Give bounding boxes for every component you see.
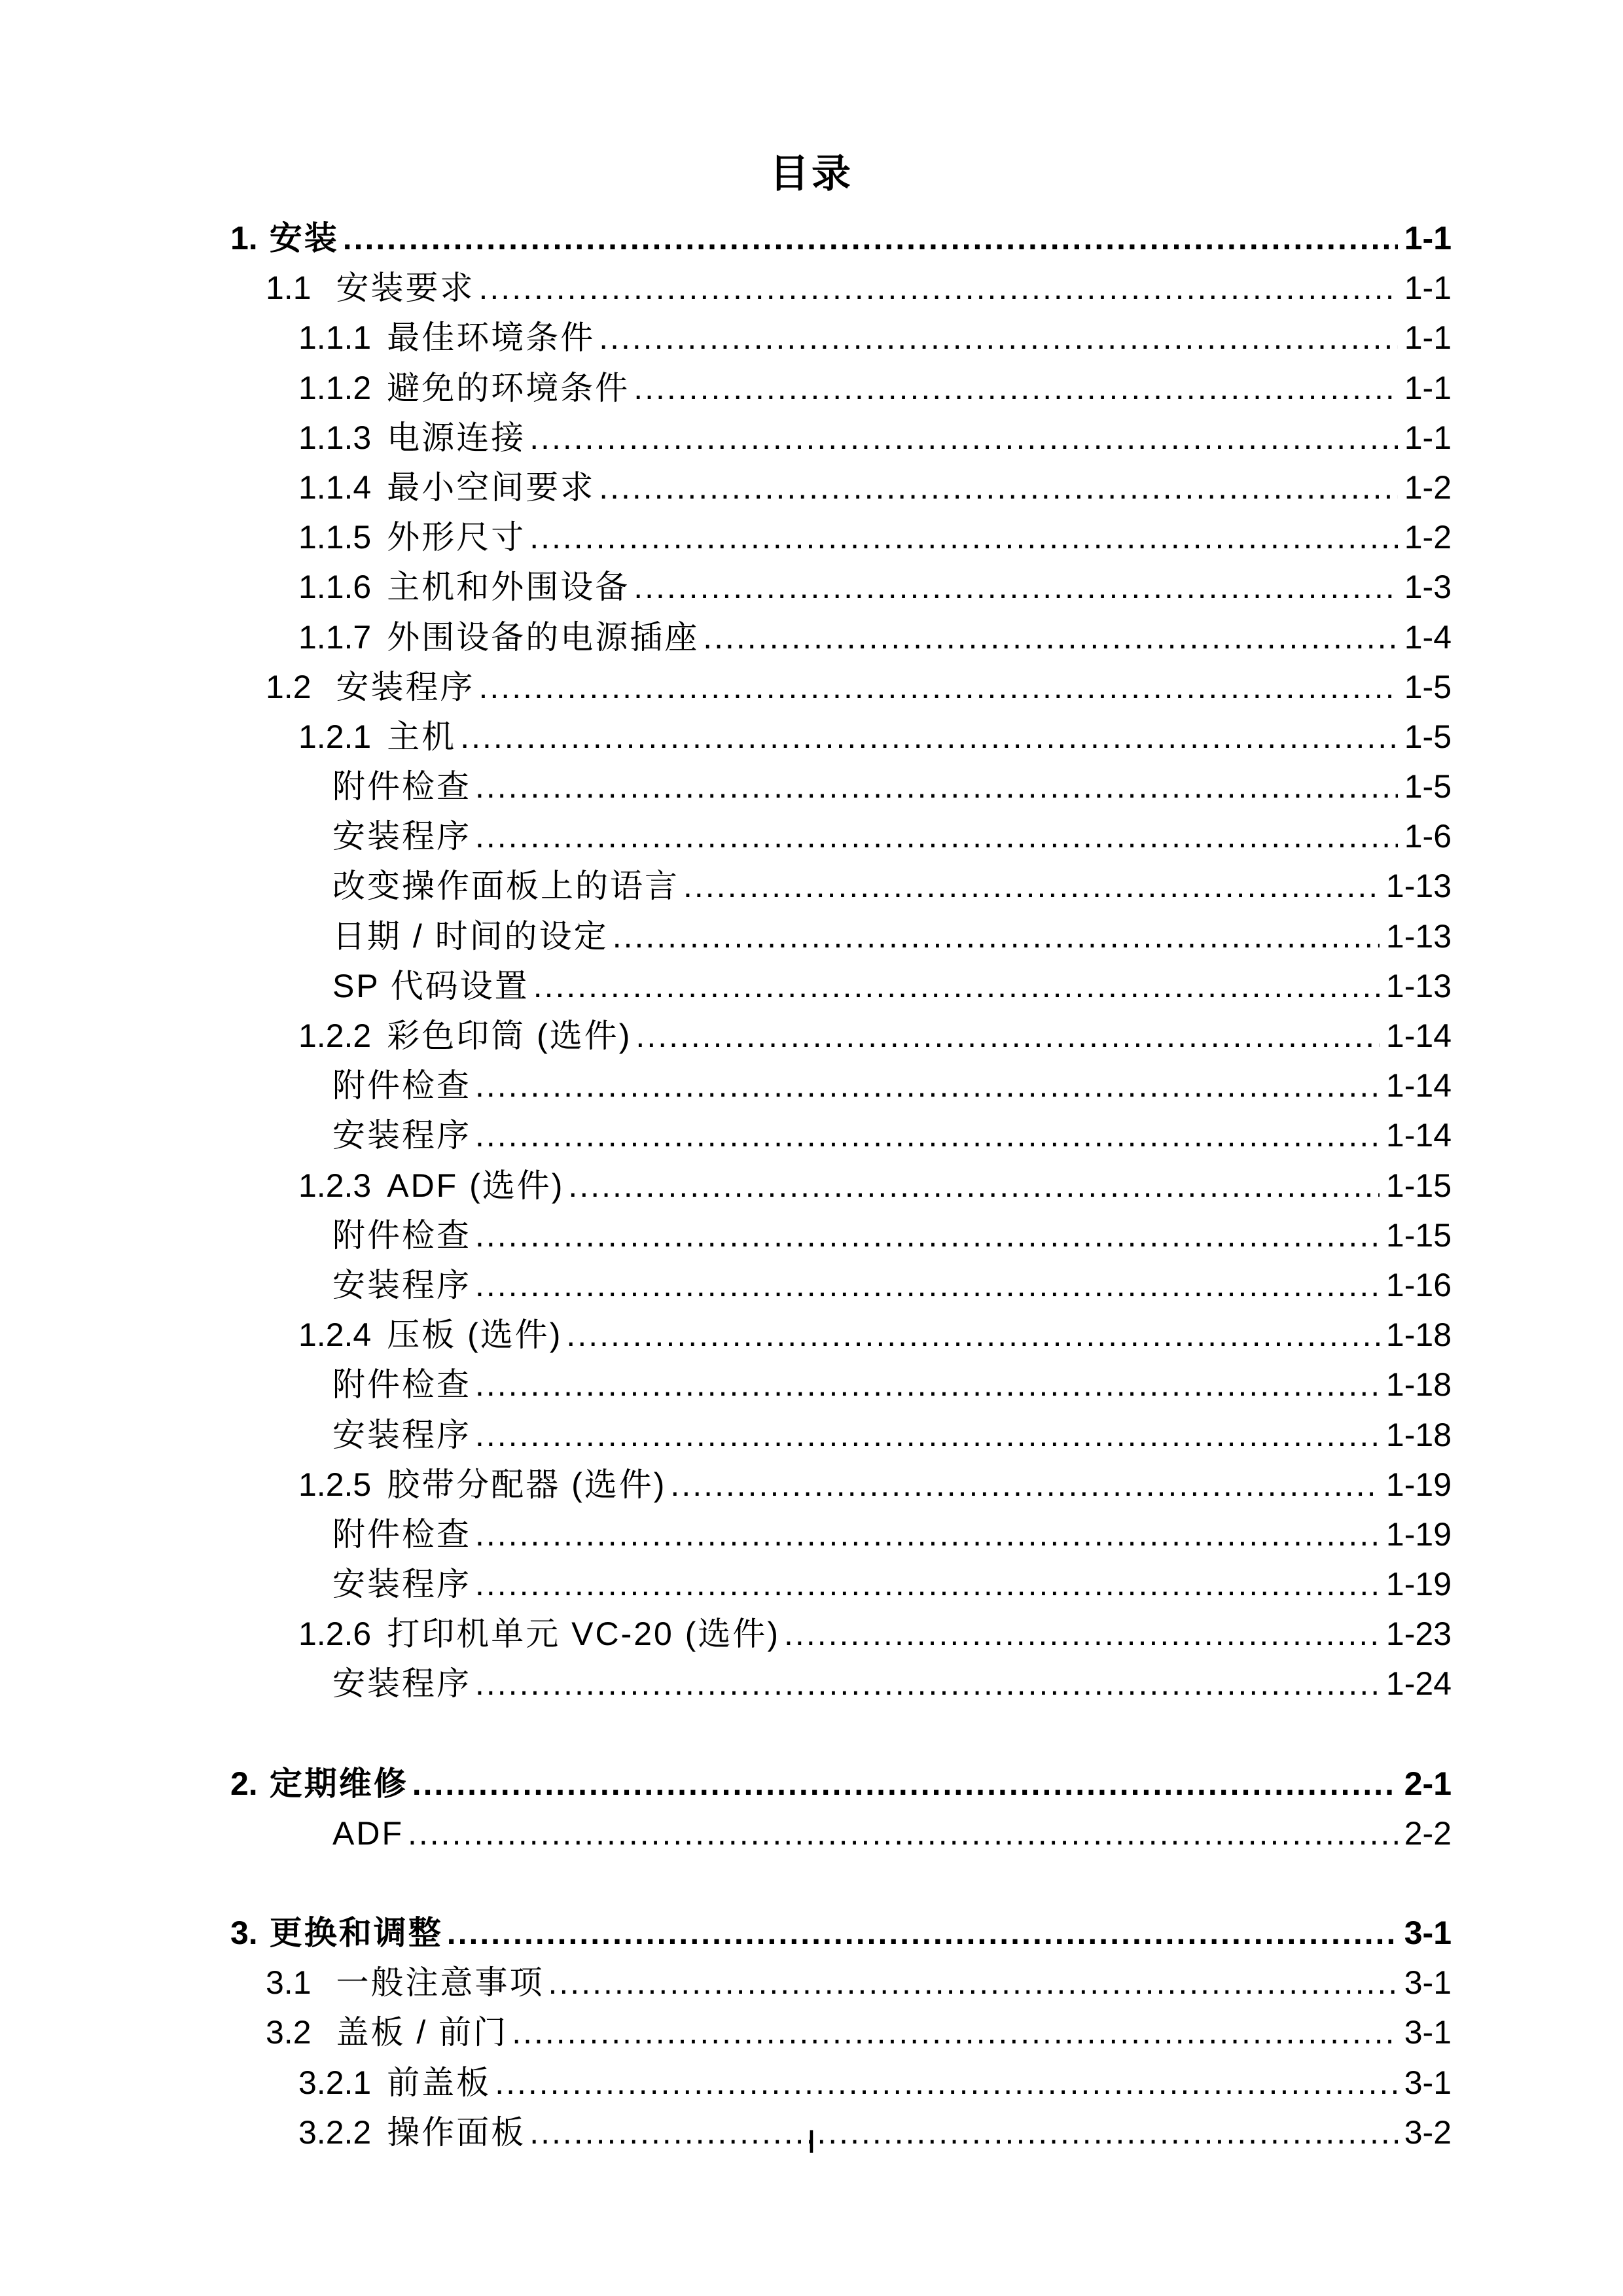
dot-leader (548, 1958, 1398, 2007)
page-title: 目录 (770, 152, 853, 196)
toc-entry-title: 安装程序 (332, 1665, 471, 1703)
toc-entry-title: 主机和外围设备 (387, 569, 630, 606)
toc-entry-page: 1-19 (1385, 1566, 1452, 1603)
toc-entry-page: 3-2 (1404, 2113, 1452, 2151)
toc-chapter-entry[interactable] (230, 1908, 1452, 1958)
toc-entry-page: 1-18 (1385, 1416, 1452, 1453)
toc-entry-number: 3.2.1 (298, 2064, 372, 2101)
toc-entry-page: 1-13 (1385, 917, 1452, 955)
toc-entry-title: 安装 (269, 220, 339, 256)
toc-entry-number: 2. (230, 1765, 258, 1802)
dot-leader (633, 363, 1398, 413)
toc-entry-title: 电源连接 (387, 419, 526, 456)
page-number: I (807, 2123, 816, 2160)
toc-entry-title: SP 代码设置 (332, 967, 529, 1004)
dot-leader (670, 1460, 1380, 1510)
dot-leader (529, 413, 1398, 463)
section-spacer (230, 1858, 1452, 1908)
dot-leader (475, 762, 1398, 811)
toc-entry-page: 1-3 (1404, 569, 1452, 606)
toc-entry-title: 附件检查 (332, 768, 471, 805)
toc-entry-page: 1-14 (1385, 1017, 1452, 1054)
toc-entry-page: 3-1 (1404, 2064, 1452, 2101)
toc-entry-title: 安装程序 (336, 668, 475, 705)
toc-entry-page: 1-24 (1385, 1665, 1452, 1703)
toc-entry-page: 1-14 (1385, 1067, 1452, 1104)
dot-leader (475, 811, 1398, 861)
toc-entry-page: 1-5 (1404, 668, 1452, 705)
toc-entry-page: 1-13 (1385, 967, 1452, 1004)
toc-entry-number: 1. (230, 220, 258, 256)
dot-leader (479, 263, 1398, 313)
toc-entry[interactable] (230, 562, 1452, 612)
dot-leader (479, 662, 1398, 712)
toc-entry-title: 一般注意事项 (336, 1964, 544, 2002)
dot-leader (613, 911, 1380, 961)
toc-entry-title: 安装程序 (332, 1566, 471, 1603)
toc-entry-title: 日期 / 时间的设定 (332, 917, 609, 955)
toc-entry-page: 1-13 (1385, 868, 1452, 905)
toc-entry-number: 1.2.5 (298, 1466, 372, 1503)
dot-leader (475, 1360, 1380, 1409)
toc-entry-title: 安装要求 (336, 270, 475, 307)
toc-entry-page: 1-1 (1404, 270, 1452, 307)
toc-entry[interactable] (230, 1609, 1452, 1659)
toc-entry-page: 1-1 (1404, 319, 1452, 357)
toc-entry-number: 1.2 (266, 668, 312, 705)
toc-entry[interactable] (230, 1061, 1452, 1110)
toc-entry[interactable] (230, 1809, 1452, 1858)
dot-leader (475, 1061, 1380, 1110)
toc-entry-page: 3-1 (1404, 1964, 1452, 2002)
toc-entry[interactable] (230, 662, 1452, 712)
dot-leader (599, 313, 1398, 362)
toc-entry-title: 盖板 / 前门 (336, 2014, 508, 2051)
toc-entry-title: 安装程序 (332, 1117, 471, 1154)
dot-leader (412, 1759, 1398, 1809)
toc-entry[interactable] (230, 363, 1452, 413)
toc-entry[interactable] (230, 313, 1452, 362)
toc-entry-title: 安装程序 (332, 818, 471, 855)
dot-leader (447, 1908, 1398, 1958)
toc-entry[interactable] (230, 1958, 1452, 2007)
toc-entry-number: 1.2.1 (298, 718, 372, 755)
toc-entry-number: 3. (230, 1915, 258, 1951)
dot-leader (599, 463, 1398, 512)
toc-entry-title: 最小空间要求 (387, 468, 596, 506)
toc-entry[interactable] (230, 712, 1452, 762)
toc-entry[interactable] (230, 1260, 1452, 1310)
toc-entry-number: 1.1.6 (298, 569, 372, 606)
toc-entry-page: 1-16 (1385, 1266, 1452, 1303)
toc-entry-page: 1-4 (1404, 618, 1452, 656)
toc-entry-page: 1-19 (1385, 1466, 1452, 1503)
toc-entry[interactable] (230, 512, 1452, 562)
toc-entry[interactable] (230, 1410, 1452, 1460)
dot-leader (683, 861, 1380, 911)
toc-entry-number: 1.2.2 (298, 1017, 372, 1054)
toc-entry[interactable] (230, 1559, 1452, 1609)
toc-entry-page: 1-5 (1404, 768, 1452, 805)
toc-entry-title: 附件检查 (332, 1366, 471, 1404)
toc-entry-page: 1-18 (1385, 1316, 1452, 1354)
toc-entry-page: 1-19 (1385, 1515, 1452, 1553)
toc-entry-title: ADF (选件) (387, 1167, 565, 1204)
toc-entry-page: 2-2 (1404, 1814, 1452, 1852)
toc-entry-title: 打印机单元 VC-20 (选件) (387, 1616, 781, 1653)
toc-entry-number: 1.1.7 (298, 618, 372, 656)
toc-entry-title: 胶带分配器 (选件) (387, 1466, 667, 1503)
dot-leader (460, 712, 1398, 762)
dot-leader (475, 1510, 1380, 1559)
toc-entry-page: 1-15 (1385, 1167, 1452, 1204)
toc-entry-title: 避免的环境条件 (387, 369, 630, 406)
toc-entry[interactable] (230, 1161, 1452, 1210)
dot-leader (475, 1659, 1380, 1708)
toc-entry[interactable] (230, 1510, 1452, 1559)
toc-entry[interactable] (230, 263, 1452, 313)
toc-entry-page: 1-5 (1404, 718, 1452, 755)
toc-entry[interactable] (230, 1210, 1452, 1260)
dot-leader (568, 1161, 1380, 1210)
toc-entry-number: 1.2.3 (298, 1167, 372, 1204)
dot-leader (703, 612, 1398, 662)
toc-entry-title: 操作面板 (387, 2113, 526, 2151)
toc-entry-title: 外围设备的电源插座 (387, 618, 700, 656)
dot-leader (784, 1609, 1380, 1659)
toc-entry-title: 前盖板 (387, 2064, 491, 2101)
toc-entry[interactable] (230, 2058, 1452, 2108)
section-spacer (230, 1709, 1452, 1759)
toc-entry[interactable] (230, 1310, 1452, 1360)
dot-leader (408, 1809, 1398, 1858)
dot-leader (475, 1260, 1380, 1310)
toc-entry-title: 定期维修 (269, 1765, 408, 1802)
dot-leader (343, 213, 1398, 263)
dot-leader (475, 1110, 1380, 1160)
toc-entry-number: 3.2.2 (298, 2113, 372, 2151)
toc-entry-number: 3.1 (266, 1964, 312, 2002)
toc-entry-title: 安装程序 (332, 1266, 471, 1303)
toc-entry-page: 1-6 (1404, 818, 1452, 855)
toc-entry-page: 1-18 (1385, 1366, 1452, 1404)
toc-entry-title: 附件检查 (332, 1067, 471, 1104)
toc-entry[interactable] (230, 1360, 1452, 1409)
toc-entry-number: 1.1.3 (298, 419, 372, 456)
toc-entry-title: 压板 (选件) (387, 1316, 563, 1354)
toc-entry-page: 1-15 (1385, 1216, 1452, 1254)
table-of-contents (230, 213, 1452, 2157)
toc-entry[interactable] (230, 2007, 1452, 2057)
toc-entry-title: 主机 (387, 718, 457, 755)
toc-entry-title: ADF (332, 1814, 404, 1852)
dot-leader (533, 961, 1380, 1011)
toc-entry-title: 附件检查 (332, 1216, 471, 1254)
toc-entry-title: 改变操作面板上的语言 (332, 868, 679, 905)
toc-entry-title: 附件检查 (332, 1515, 471, 1553)
toc-chapter-entry[interactable] (230, 213, 1452, 263)
toc-entry-page: 3-1 (1404, 2014, 1452, 2051)
toc-entry-page: 3-1 (1404, 1915, 1452, 1951)
dot-leader (475, 1410, 1380, 1460)
dot-leader (475, 1559, 1380, 1609)
toc-entry-page: 1-1 (1404, 369, 1452, 406)
toc-entry[interactable] (230, 961, 1452, 1011)
toc-entry[interactable] (230, 1659, 1452, 1708)
toc-entry-page: 1-14 (1385, 1117, 1452, 1154)
toc-entry-number: 1.1 (266, 270, 312, 307)
toc-entry-number: 1.2.4 (298, 1316, 372, 1354)
toc-entry-page: 1-1 (1404, 419, 1452, 456)
toc-chapter-entry[interactable] (230, 1759, 1452, 1809)
toc-entry-number: 1.1.5 (298, 519, 372, 556)
toc-entry[interactable] (230, 413, 1452, 463)
toc-entry-number: 1.1.4 (298, 468, 372, 506)
toc-entry-title: 外形尺寸 (387, 519, 526, 556)
dot-leader (512, 2007, 1398, 2057)
toc-entry[interactable] (230, 1110, 1452, 1160)
dot-leader (566, 1310, 1380, 1360)
dot-leader (475, 1210, 1380, 1260)
toc-entry[interactable] (230, 463, 1452, 512)
toc-entry[interactable] (230, 762, 1452, 811)
toc-entry-number: 1.1.2 (298, 369, 372, 406)
dot-leader (633, 562, 1398, 612)
toc-entry-page: 1-23 (1385, 1616, 1452, 1653)
toc-entry-page: 2-1 (1404, 1765, 1452, 1802)
toc-entry[interactable] (230, 811, 1452, 861)
toc-entry-page: 1-1 (1404, 220, 1452, 256)
toc-entry-page: 1-2 (1404, 519, 1452, 556)
toc-entry-title: 安装程序 (332, 1416, 471, 1453)
toc-entry[interactable] (230, 612, 1452, 662)
toc-entry[interactable] (230, 1011, 1452, 1061)
toc-entry-title: 最佳环境条件 (387, 319, 596, 357)
toc-entry-page: 1-2 (1404, 468, 1452, 506)
dot-leader (529, 512, 1398, 562)
toc-entry[interactable] (230, 1460, 1452, 1510)
toc-entry-number: 1.1.1 (298, 319, 372, 357)
toc-entry[interactable] (230, 911, 1452, 961)
toc-entry-title: 更换和调整 (269, 1915, 443, 1951)
toc-entry[interactable] (230, 861, 1452, 911)
dot-leader (635, 1011, 1380, 1061)
toc-entry-number: 1.2.6 (298, 1616, 372, 1653)
toc-entry-number: 3.2 (266, 2014, 312, 2051)
toc-entry-title: 彩色印筒 (选件) (387, 1017, 632, 1054)
dot-leader (495, 2058, 1398, 2108)
